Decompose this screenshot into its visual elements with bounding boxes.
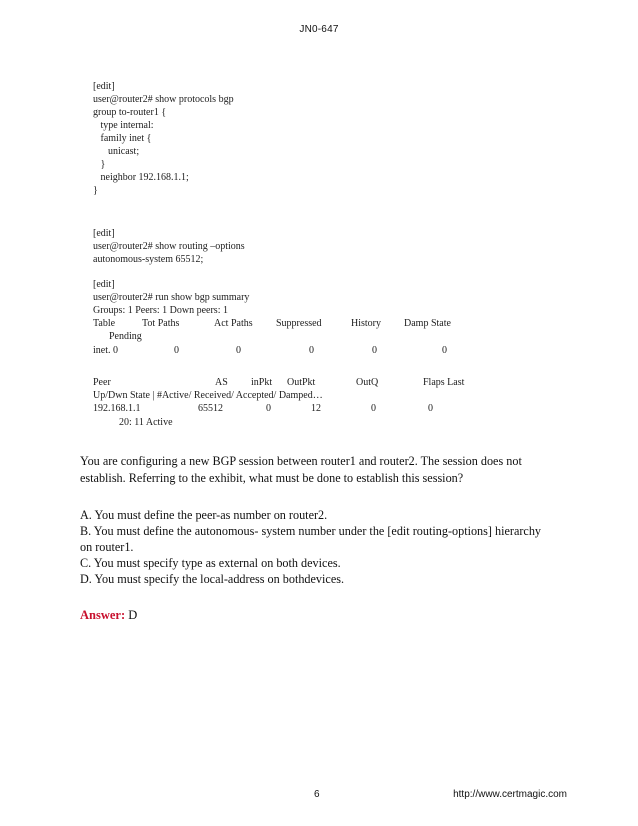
footer-url-link[interactable]: http://www.certmagic.com — [453, 789, 567, 800]
option-a: A. You must define the peer-as number on router2. — [80, 508, 328, 522]
summary-header-suppressed: Suppressed — [276, 318, 322, 329]
summary-cell: 0 — [442, 345, 447, 356]
peer-cell: 65512 — [198, 403, 223, 414]
option-c: C. You must specify type as external on both devices. — [80, 556, 341, 570]
cli-line: type internal: — [93, 120, 154, 131]
summary-cell: 0 — [236, 345, 241, 356]
summary-cell: 0 — [309, 345, 314, 356]
peer-row-line2: 20: 11 Active — [119, 417, 173, 428]
cli-line: user@router2# show routing –options — [93, 241, 245, 252]
option-b: B. You must define the autonomous- system number under the [edit routing-options] hierarchy on router1. — [80, 524, 542, 554]
cli-line: user@router2# show protocols bgp — [93, 94, 234, 105]
cli-line: [edit] — [93, 279, 115, 290]
summary-cell: inet. 0 — [93, 345, 118, 356]
question-text: You are configuring a new BGP session between router1 and router2. The session does not establish. Referring to the exhibit, what must be done to establish this session? — [80, 454, 522, 485]
summary-header-table: Table — [93, 318, 116, 329]
summary-cell: 0 — [174, 345, 179, 356]
peer-header-outq: OutQ — [356, 377, 379, 388]
peer-header-inpkt: inPkt — [251, 377, 273, 388]
answer-label: Answer: — [80, 608, 126, 622]
answer-line — [80, 608, 137, 623]
summary-header-pending: Pending — [109, 331, 142, 342]
peer-header-outpkt: OutPkt — [287, 377, 316, 388]
peer-cell: 0 — [428, 403, 433, 414]
peer-cell: 0 — [266, 403, 271, 414]
summary-header-history: History — [351, 318, 381, 329]
answer-options — [80, 507, 550, 587]
cli-line: user@router2# run show bgp summary — [93, 292, 250, 303]
cli-line: unicast; — [93, 146, 140, 157]
answer-value: D — [125, 608, 138, 622]
summary-cell: 0 — [372, 345, 377, 356]
peer-header-line2: Up/Dwn State | #Active/ Received/ Accepted/ Damped… — [93, 390, 323, 401]
peer-cell: 12 — [311, 403, 321, 414]
page-header-title: JN0-647 — [299, 24, 339, 35]
peer-header-flaps-last: Flaps Last — [423, 377, 465, 388]
cli-line: group to-router1 { — [93, 107, 167, 118]
cli-line: } — [93, 159, 106, 170]
cli-line: } — [93, 185, 98, 196]
cli-line: [edit] — [93, 228, 115, 239]
cli-line: neighbor 192.168.1.1; — [93, 172, 189, 183]
peer-cell: 0 — [371, 403, 376, 414]
cli-line: autonomous-system 65512; — [93, 254, 204, 265]
summary-header-damp-state: Damp State — [404, 318, 451, 329]
cli-line: family inet { — [93, 133, 152, 144]
summary-header-act-paths: Act Paths — [214, 318, 253, 329]
option-d: D. You must specify the local-address on bothdevices. — [80, 572, 345, 586]
peer-cell: 192.168.1.1 — [93, 403, 141, 414]
cli-line: Groups: 1 Peers: 1 Down peers: 1 — [93, 305, 228, 316]
summary-header-tot-paths: Tot Paths — [142, 318, 180, 329]
page-number: 6 — [314, 789, 320, 800]
peer-header-as: AS — [215, 377, 228, 388]
peer-header-peer: Peer — [93, 377, 111, 388]
cli-line: [edit] — [93, 81, 115, 92]
